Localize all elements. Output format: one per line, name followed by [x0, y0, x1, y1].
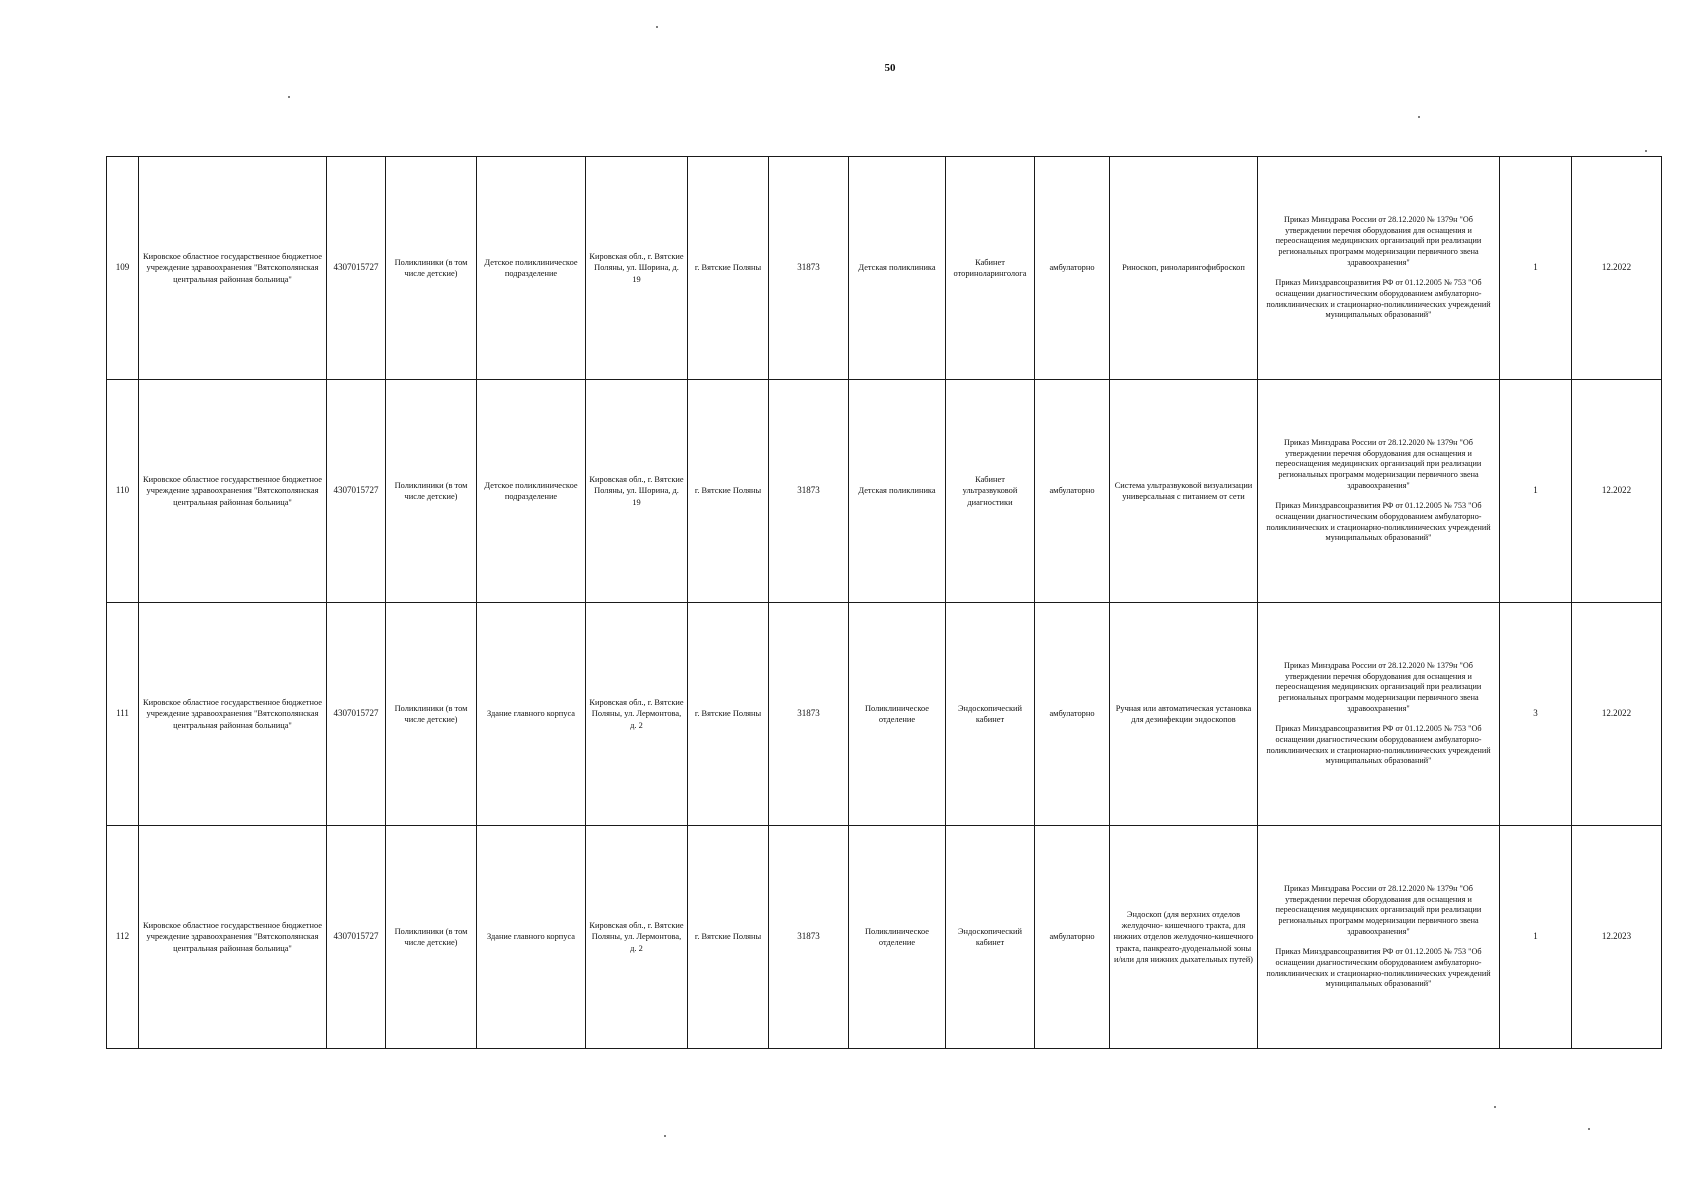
legal-basis-order-1379n: Приказ Минздрава России от 28.12.2020 № 1379н "Об утверждении перечня оборудования для оснащения и переоснащения медицинских организаций при реализации региональных программ модернизации первичного звена здравоохранения"	[1275, 661, 1482, 713]
legal-basis-order-753: Приказ Минздравсоцразвития РФ от 01.12.2005 № 753 "Об оснащении диагностическим оборудованием амбулаторно-поликлинических и стационарно-поликлинических учреждений муниципальных образований"	[1266, 724, 1491, 766]
scan-speck	[1588, 1128, 1590, 1130]
equipment-name: Риноскоп, риноларингофиброскоп	[1110, 157, 1258, 380]
scan-speck	[288, 96, 290, 98]
scan-speck	[1494, 1106, 1496, 1108]
quantity: 3	[1500, 603, 1572, 826]
scan-speck	[1418, 116, 1420, 118]
subdivision: Здание главного корпуса	[477, 826, 586, 1049]
row-number: 112	[107, 826, 139, 1049]
subdivision: Детское поликлиническое подразделение	[477, 157, 586, 380]
inn: 4307015727	[327, 380, 386, 603]
department: Детская поликлиника	[849, 157, 946, 380]
care-mode: амбулаторно	[1035, 380, 1110, 603]
legal-basis-order-753: Приказ Минздравсоцразвития РФ от 01.12.2005 № 753 "Об оснащении диагностическим оборудованием амбулаторно-поликлинических и стационарно-поликлинических учреждений муниципальных образований"	[1266, 278, 1491, 320]
care-mode: амбулаторно	[1035, 603, 1110, 826]
legal-basis-order-753: Приказ Минздравсоцразвития РФ от 01.12.2005 № 753 "Об оснащении диагностическим оборудованием амбулаторно-поликлинических и стационарно-поликлинических учреждений муниципальных образований"	[1266, 947, 1491, 989]
delivery-date: 12.2022	[1572, 603, 1662, 826]
room: Эндоскопический кабинет	[946, 603, 1035, 826]
subdivision: Детское поликлиническое подразделение	[477, 380, 586, 603]
equipment-name: Система ультразвуковой визуализации универсальная с питанием от сети	[1110, 380, 1258, 603]
room: Эндоскопический кабинет	[946, 826, 1035, 1049]
subdivision: Здание главного корпуса	[477, 603, 586, 826]
facility-type: Поликлиники (в том числе детские)	[386, 826, 477, 1049]
locality: г. Вятские Поляны	[688, 380, 769, 603]
department: Детская поликлиника	[849, 380, 946, 603]
table-row	[107, 603, 1662, 826]
quantity: 1	[1500, 826, 1572, 1049]
care-mode: амбулаторно	[1035, 157, 1110, 380]
address: Кировская обл., г. Вятские Поляны, ул. Шорина, д. 19	[586, 157, 688, 380]
delivery-date: 12.2022	[1572, 380, 1662, 603]
locality: г. Вятские Поляны	[688, 603, 769, 826]
locality-code: 31873	[769, 157, 849, 380]
address: Кировская обл., г. Вятские Поляны, ул. Лермонтова, д. 2	[586, 603, 688, 826]
equipment-name: Эндоскоп (для верхних отделов желудочно- кишечного тракта, для нижних отделов желудочно-кишечного тракта, панкреато-дуоденальной зоны и/или для нижних дыхательных путей)	[1110, 826, 1258, 1049]
locality-code: 31873	[769, 380, 849, 603]
care-mode: амбулаторно	[1035, 826, 1110, 1049]
table-row	[107, 826, 1662, 1049]
department: Поликлиническое отделение	[849, 826, 946, 1049]
legal-basis-order-1379n: Приказ Минздрава России от 28.12.2020 № 1379н "Об утверждении перечня оборудования для оснащения и переоснащения медицинских организаций при реализации региональных программ модернизации первичного звена здравоохранения"	[1275, 884, 1482, 936]
legal-basis	[1258, 603, 1500, 826]
legal-basis-order-1379n: Приказ Минздрава России от 28.12.2020 № 1379н "Об утверждении перечня оборудования для оснащения и переоснащения медицинских организаций при реализации региональных программ модернизации первичного звена здравоохранения"	[1275, 215, 1482, 267]
facility-type: Поликлиники (в том числе детские)	[386, 380, 477, 603]
legal-basis-order-753: Приказ Минздравсоцразвития РФ от 01.12.2005 № 753 "Об оснащении диагностическим оборудованием амбулаторно-поликлинических и стационарно-поликлинических учреждений муниципальных образований"	[1266, 501, 1491, 543]
inn: 4307015727	[327, 157, 386, 380]
organization-name: Кировское областное государственное бюджетное учреждение здравоохранения "Вятскополянская центральная районная больница"	[139, 603, 327, 826]
legal-basis-order-1379n: Приказ Минздрава России от 28.12.2020 № 1379н "Об утверждении перечня оборудования для оснащения и переоснащения медицинских организаций при реализации региональных программ модернизации первичного звена здравоохранения"	[1275, 438, 1482, 490]
inn: 4307015727	[327, 826, 386, 1049]
locality-code: 31873	[769, 603, 849, 826]
quantity: 1	[1500, 157, 1572, 380]
legal-basis	[1258, 380, 1500, 603]
page-number: 50	[884, 62, 896, 74]
equipment-table	[106, 156, 1662, 1049]
delivery-date: 12.2022	[1572, 157, 1662, 380]
organization-name: Кировское областное государственное бюджетное учреждение здравоохранения "Вятскополянская центральная районная больница"	[139, 380, 327, 603]
room: Кабинет оториноларинголога	[946, 157, 1035, 380]
room: Кабинет ультразвуковой диагностики	[946, 380, 1035, 603]
delivery-date: 12.2023	[1572, 826, 1662, 1049]
inn: 4307015727	[327, 603, 386, 826]
facility-type: Поликлиники (в том числе детские)	[386, 157, 477, 380]
scan-speck	[656, 26, 658, 28]
legal-basis	[1258, 826, 1500, 1049]
locality: г. Вятские Поляны	[688, 157, 769, 380]
facility-type: Поликлиники (в том числе детские)	[386, 603, 477, 826]
row-number: 111	[107, 603, 139, 826]
scan-speck	[664, 1135, 666, 1137]
locality-code: 31873	[769, 826, 849, 1049]
address: Кировская обл., г. Вятские Поляны, ул. Шорина, д. 19	[586, 380, 688, 603]
table-row	[107, 380, 1662, 603]
equipment-name: Ручная или автоматическая установка для дезинфекции эндоскопов	[1110, 603, 1258, 826]
table-row	[107, 157, 1662, 380]
organization-name: Кировское областное государственное бюджетное учреждение здравоохранения "Вятскополянская центральная районная больница"	[139, 157, 327, 380]
row-number: 109	[107, 157, 139, 380]
row-number: 110	[107, 380, 139, 603]
organization-name: Кировское областное государственное бюджетное учреждение здравоохранения "Вятскополянская центральная районная больница"	[139, 826, 327, 1049]
legal-basis	[1258, 157, 1500, 380]
department: Поликлиническое отделение	[849, 603, 946, 826]
address: Кировская обл., г. Вятские Поляны, ул. Лермонтова, д. 2	[586, 826, 688, 1049]
locality: г. Вятские Поляны	[688, 826, 769, 1049]
scan-speck	[1645, 150, 1647, 152]
quantity: 1	[1500, 380, 1572, 603]
